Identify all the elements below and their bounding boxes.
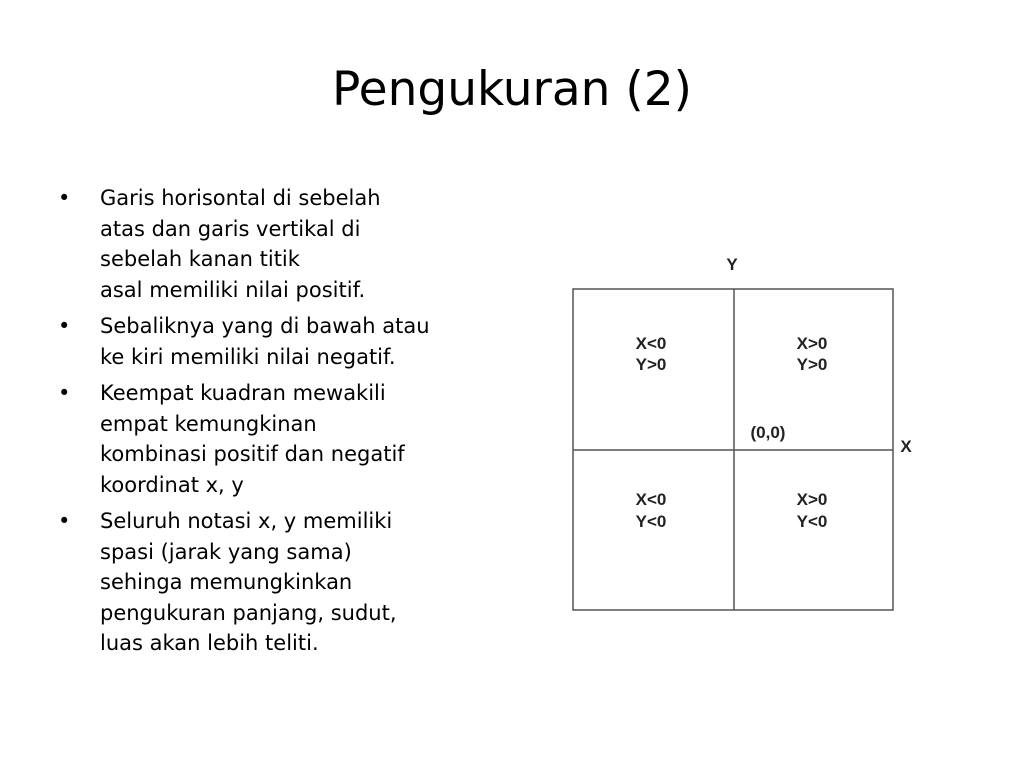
bullet-item-3	[56, 378, 496, 500]
quadrant-bottom-left-y: Y<0	[635, 512, 667, 531]
bullet-list	[56, 183, 496, 665]
bullet-item-2	[56, 311, 496, 372]
quadrant-diagram-svg	[560, 245, 930, 620]
quadrant-diagram	[560, 245, 930, 624]
bullet-marker: •	[58, 509, 71, 533]
y-axis-label: Y	[726, 255, 738, 274]
bullet-text: Seluruh notasi x, y memiliki spasi (jarak yang sama) sehinga memungkinkan pengukuran panjang, sudut, luas akan lebih teliti.	[100, 509, 397, 655]
quadrant-bottom-right-y: Y<0	[796, 512, 828, 531]
bullet-item-1	[56, 183, 496, 305]
quadrant-top-left-y: Y>0	[635, 355, 667, 374]
bullet-text: Keempat kuadran mewakili empat kemungkinan kombinasi positif dan negatif koordinat x, y	[100, 381, 405, 497]
quadrant-bottom-right-x: X>0	[796, 490, 828, 509]
slide-title: Pengukuran (2)	[332, 62, 692, 117]
bullet-marker: •	[58, 314, 71, 338]
bullet-marker: •	[58, 186, 71, 210]
x-axis-label: X	[900, 437, 912, 456]
quadrant-top-left-x: X<0	[635, 334, 667, 353]
bullet-text: Sebaliknya yang di bawah atau ke kiri memiliki nilai negatif.	[100, 314, 430, 369]
quadrant-bottom-left-x: X<0	[635, 490, 667, 509]
origin-label: (0,0)	[750, 423, 786, 442]
bullet-text: Garis horisontal di sebelah atas dan garis vertikal di sebelah kanan titik asal memiliki nilai positif.	[100, 186, 381, 302]
bullet-marker: •	[58, 381, 71, 405]
quadrant-top-right-y: Y>0	[796, 355, 828, 374]
quadrant-top-right-x: X>0	[796, 334, 828, 353]
bullet-item-4	[56, 506, 496, 659]
